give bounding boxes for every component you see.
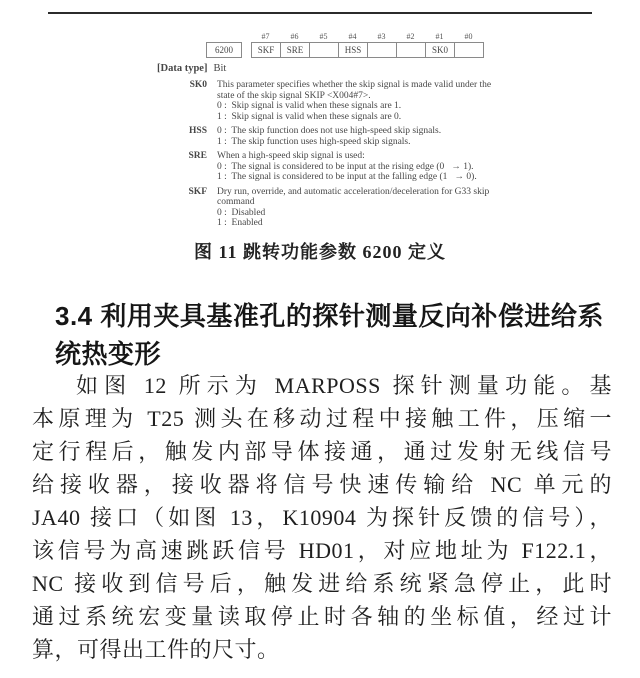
section-heading-line: 统热变形 — [55, 339, 162, 369]
bit-description-text — [217, 187, 585, 229]
figure-caption: 图 11 跳转功能参数 6200 定义 — [193, 242, 446, 262]
bit-description-sre — [155, 151, 585, 183]
bit-header: #3 — [377, 32, 386, 41]
description-line: 1 : Enabled — [217, 218, 263, 228]
paragraph-line: 算，可得出工件的尺寸。 — [32, 637, 280, 662]
bit-key: SRE — [188, 151, 207, 161]
bit-descriptions — [155, 80, 585, 233]
bit-cell: SKF — [251, 42, 281, 58]
description-line: 1 : The signal is considered to be input at the falling edge (1 → 0). — [217, 172, 477, 182]
bit-description-sk0 — [155, 80, 585, 122]
paragraph-line: JA40 接口（如图 13，K10904 为探针反馈的信号）， — [32, 505, 612, 530]
bit-cell-row — [206, 42, 484, 58]
bit-cell: HSS — [338, 42, 368, 58]
bit-description-text — [217, 126, 585, 147]
data-type-value: Bit — [213, 63, 227, 74]
bit-description-text — [217, 151, 585, 183]
paragraph-line: 给接收器，接收器将信号快速传输给 NC 单元的 — [32, 472, 612, 497]
section-heading-line: 3.4 利用夹具基准孔的探针测量反向补偿进给系 — [55, 301, 604, 331]
bit-cell — [309, 42, 339, 58]
top-divider — [48, 12, 592, 14]
bit-header-row — [251, 33, 484, 41]
param-number-box: 6200 — [206, 42, 242, 58]
bit-cell: SRE — [280, 42, 310, 58]
bit-header: #6 — [290, 32, 299, 41]
paragraph-line: 该信号为高速跳跃信号 HD01，对应地址为 F122.1， — [32, 538, 612, 563]
bit-description-skf — [155, 187, 585, 229]
bit-cell: SK0 — [425, 42, 455, 58]
paragraph-line: 如图 12 所示为 MARPOSS 探针测量功能。基 — [76, 373, 612, 398]
paragraph-line: 定行程后，触发内部导体接通，通过发射无线信号 — [32, 439, 612, 464]
bit-cell — [454, 42, 484, 58]
bit-key: SK0 — [189, 80, 207, 90]
data-type-label: [Data type] — [157, 63, 208, 74]
description-line: 1 : The skip function uses high-speed skip signals. — [217, 136, 411, 147]
bit-key: HSS — [189, 126, 207, 136]
description-line: state of the skip signal SKIP <X004#7>. — [217, 90, 371, 101]
description-line: 0 : Disabled — [217, 207, 266, 218]
paragraph-line: 本原理为 T25 测头在移动过程中接触工件，压缩一 — [32, 406, 612, 431]
description-line: 1 : Skip signal is valid when these signals are 0. — [217, 111, 402, 122]
bit-cell — [367, 42, 397, 58]
bit-header: #4 — [348, 32, 357, 41]
bit-header: #0 — [464, 32, 473, 41]
bit-description-text — [217, 80, 585, 122]
data-type-line — [157, 63, 226, 74]
description-line: 0 : Skip signal is valid when these signals are 1. — [217, 101, 402, 111]
bit-header: #5 — [319, 32, 328, 41]
paragraph-line: 通过系统宏变量读取停止时各轴的坐标值，经过计 — [32, 604, 612, 629]
body-paragraph — [32, 369, 612, 666]
description-line: 0 : The signal is considered to be input at the rising edge (0 → 1). — [217, 161, 474, 172]
paragraph-line: NC 接收到信号后，触发进给系统紧急停止，此时 — [32, 571, 612, 596]
description-line: When a high-speed skip signal is used: — [217, 151, 365, 161]
bit-parameter-table — [206, 33, 484, 58]
bit-key: SKF — [188, 186, 207, 197]
bit-header: #7 — [261, 32, 270, 41]
description-line: 0 : The skip function does not use high-speed skip signals. — [217, 126, 442, 136]
bit-header: #1 — [435, 32, 444, 41]
bit-header: #2 — [406, 32, 415, 41]
bit-description-hss — [155, 126, 585, 147]
bit-cell — [396, 42, 426, 58]
section-heading — [55, 297, 615, 373]
description-line: command — [217, 197, 255, 207]
description-line: Dry run, override, and automatic acceleration/deceleration for G33 skip — [217, 186, 490, 197]
description-line: This parameter specifies whether the skip signal is made valid under the — [217, 80, 492, 90]
